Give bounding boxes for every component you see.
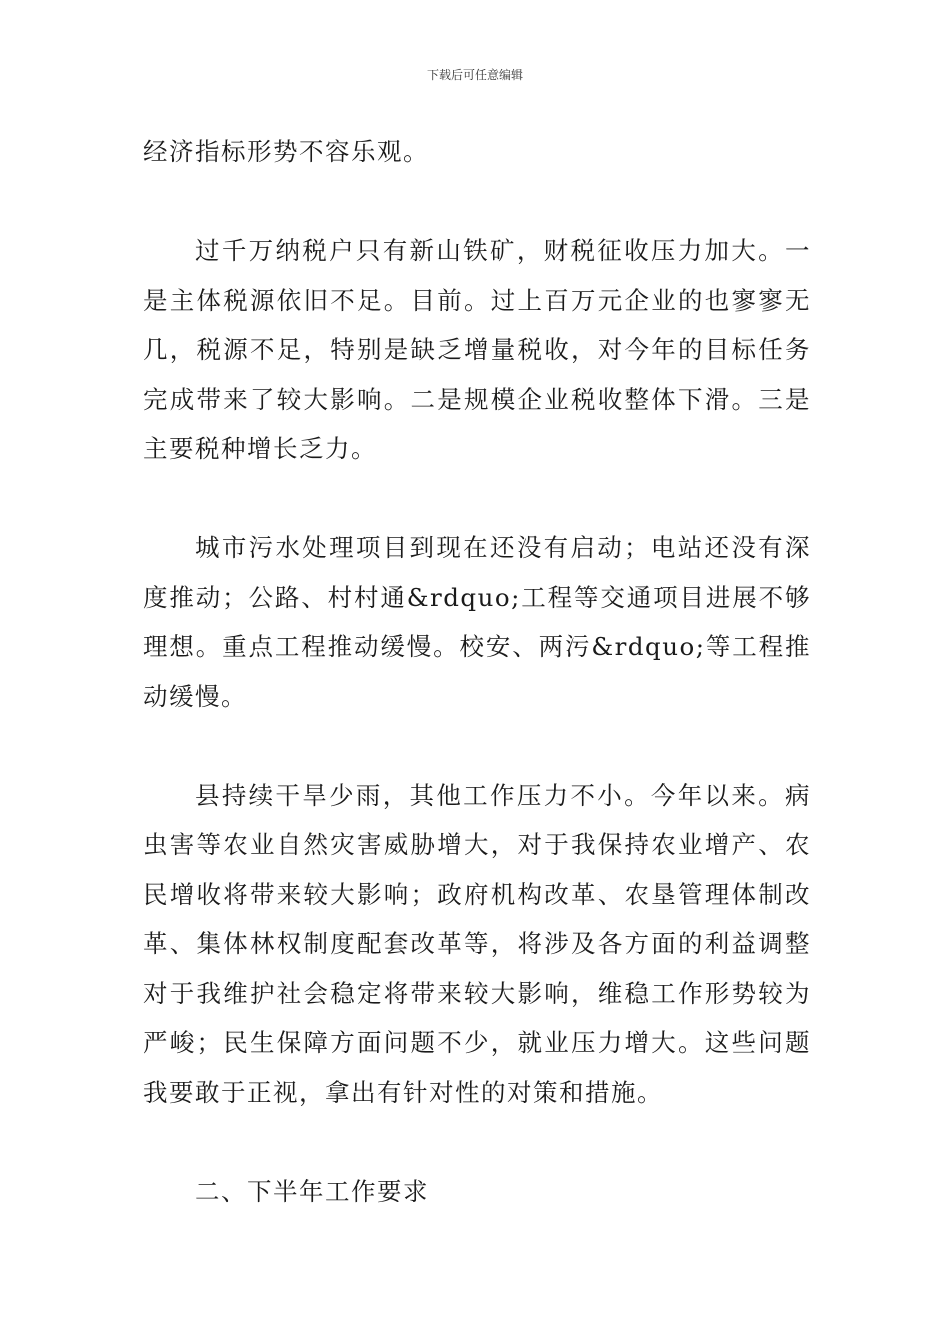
- paragraph-drought-pressure: 县持续干旱少雨，其他工作压力不小。今年以来。病虫害等农业自然灾害威胁增大，对于我保持农业增产、农民增收将带来较大影响；政府机构改革、农垦管理体制改革、集体林权制度配套改革等，将涉及各方面的利益调整对于我维护社会稳定将带来较大影响，维稳工作形势较为严峻；民生保障方面问题不少，就业压力增大。这些问题我要敢于正视，拿出有针对性的对策和措施。: [143, 780, 811, 1107]
- paragraph-projects: 城市污水处理项目到现在还没有启动；电站还没有深度推动；公路、村村通&rdquo;工程等交通项目进展不够理想。重点工程推动缓慢。校安、两污&rdquo;等工程推动缓慢。: [143, 533, 811, 711]
- paragraph-tax-pressure: 过千万纳税户只有新山铁矿，财税征收压力加大。一是主体税源依旧不足。目前。过上百万元企业的也寥寥无几，税源不足，特别是缺乏增量税收，对今年的目标任务完成带来了较大影响。二是规模企业税收整体下滑。三是主要税种增长乏力。: [143, 236, 811, 463]
- section-heading: 二、下半年工作要求: [195, 1176, 429, 1206]
- document-body: [143, 127, 811, 1216]
- page-header: 下载后可任意编辑: [426, 68, 523, 82]
- paragraph-continuation: 经济指标形势不容乐观。: [143, 137, 429, 166]
